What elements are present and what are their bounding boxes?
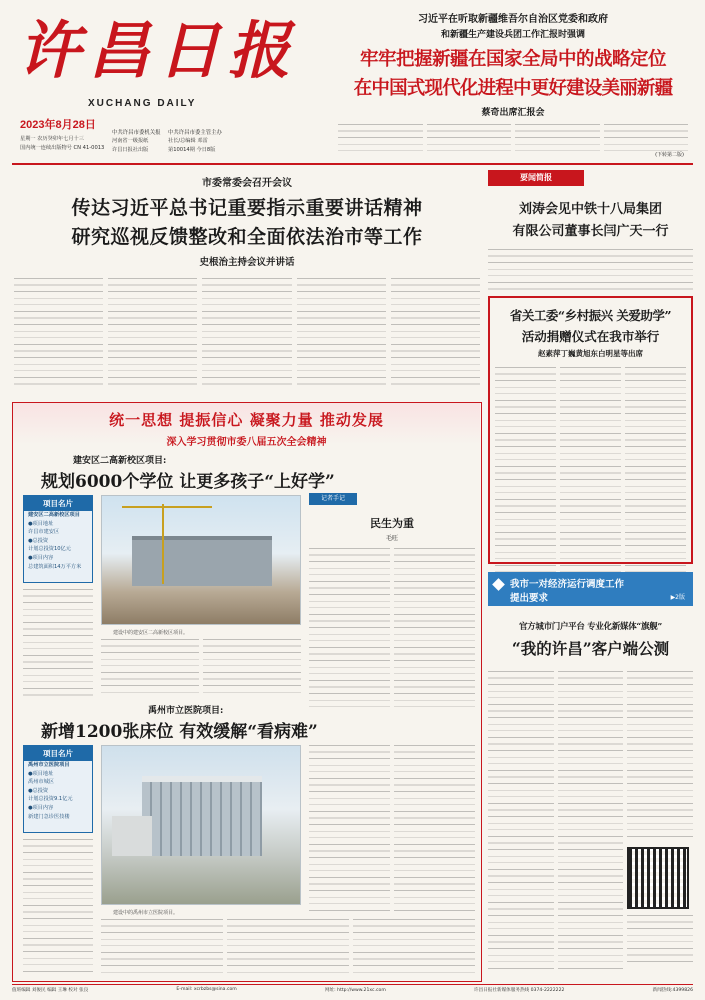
lead-headline-1: 传达习近平总书记重要指示重要讲话精神 — [71, 197, 423, 219]
commentary-author: 毛旺 — [385, 535, 398, 542]
banner — [13, 403, 480, 448]
hospital-column — [309, 745, 390, 913]
notice-icon — [492, 578, 505, 591]
hospital-card-name: 禹州市立医院项目 — [28, 762, 70, 768]
hospital-column — [227, 919, 349, 973]
weekday-line: 星期一 农历癸卯年七月十三 — [20, 136, 84, 142]
feature-section — [12, 402, 482, 982]
banner-headline: 统一思想 提振信心 凝聚力量 推动发展 — [109, 411, 384, 429]
hospital-card-item: 新建门急诊医技楼 — [28, 813, 70, 820]
commentary-title: 民生为重 — [370, 517, 414, 530]
sponsor-d: 许昌日报社出版 — [112, 147, 149, 153]
footer-rule — [12, 984, 693, 985]
issn-line: 国内统一连续出版物号 CN 41-0013 — [20, 145, 105, 151]
hospital-photo — [101, 745, 301, 905]
school-card-item: ●项目内容 — [28, 554, 54, 561]
brief-section — [488, 170, 693, 295]
school-card-item: 许昌市建安区 — [28, 529, 60, 536]
media-column — [627, 915, 693, 963]
hospital-card-item: ●总投资 — [28, 787, 49, 794]
hospital-kicker: 禹州市立医院项目: — [148, 706, 224, 716]
hospital-card-item: ●项目地址 — [28, 770, 54, 777]
hospital-card-item: 计划总投资9.1亿元 — [28, 796, 73, 803]
lead-column — [14, 278, 103, 388]
lead-column — [297, 278, 386, 388]
issue-number: 第10014期 今日8版 — [168, 147, 216, 153]
qr-code[interactable] — [627, 847, 689, 909]
footer-email[interactable]: E-mail: xcrbzbs@sina.com — [176, 987, 237, 992]
framed-story — [488, 296, 693, 564]
masthead-rule — [12, 163, 693, 165]
top-news — [338, 10, 688, 160]
school-card — [23, 495, 93, 583]
top-column — [515, 124, 600, 154]
hospital-body — [23, 839, 93, 973]
top-headline-1: 牢牢把握新疆在国家全局中的战略定位 — [359, 49, 666, 70]
commentary-column — [309, 548, 390, 708]
school-column — [101, 639, 199, 697]
framed-headline-1: 省关工委“乡村振兴 关爱助学” — [509, 308, 672, 323]
media-headline: “我的许昌”客户端公测 — [511, 639, 670, 658]
top-headline-2: 在中国式现代化进程中更好建设美丽新疆 — [353, 78, 673, 99]
crane-shape — [162, 504, 164, 584]
commentary-tag — [309, 493, 357, 505]
lead-story — [12, 170, 482, 396]
hospital-wing — [112, 816, 152, 856]
media-column — [488, 671, 554, 971]
school-card-item: 总建筑面积14万平方米 — [28, 563, 82, 570]
media-kicker: 官方城市门户平台 专业化新媒体“旗舰” — [518, 622, 663, 632]
brief-headline-2: 有限公司董事长闫广天一行 — [512, 224, 669, 239]
top-column — [427, 124, 512, 154]
brief-tag-label: 要闻简报 — [520, 173, 552, 182]
footer-editors: 值班编辑 刘俊民 编辑 王琳 校对 张良 — [12, 988, 89, 993]
footer-website[interactable]: 网址: http://www.21xc.com — [324, 988, 386, 993]
school-body — [23, 589, 93, 697]
lead-kicker: 市委常委会召开会议 — [202, 178, 292, 189]
notice-box[interactable] — [488, 572, 693, 606]
masthead-latin: XUCHANG DAILY — [88, 98, 197, 109]
school-column — [203, 639, 301, 697]
masthead-logo: 许昌日报 — [18, 14, 299, 87]
issue-date: 2023年8月28日 — [20, 119, 96, 131]
sponsor-c: 河南省一级报纸 — [112, 138, 149, 144]
hospital-building — [142, 776, 262, 856]
media-column-right — [627, 671, 693, 971]
building-shape — [132, 536, 272, 586]
school-photo — [101, 495, 301, 625]
footer-hotline: 新闻热线:4399826 — [652, 988, 693, 993]
top-continued: (下转第二版) — [655, 152, 684, 158]
hospital-card — [23, 745, 93, 833]
framed-byline: 赵素萍丁巍黄旭东白明星等出席 — [538, 349, 643, 358]
footer-service: 许昌日报社新媒体服务热线 0374-2222222 — [474, 988, 565, 993]
framed-headline-2: 活动捐赠仪式在我市举行 — [521, 329, 660, 344]
banner-subhead: 深入学习贯彻市委八届五次全会精神 — [166, 437, 327, 448]
hospital-column — [353, 919, 475, 973]
lead-subhead: 史根治主持会议并讲话 — [199, 257, 295, 268]
lead-headline-2: 研究巡视反馈整改和全面依法治市等工作 — [71, 226, 423, 248]
lead-column — [391, 278, 480, 388]
commentary-tag-label: 记者手记 — [320, 495, 345, 502]
school-card-item: ●总投资 — [28, 537, 49, 544]
crane-jib — [122, 506, 212, 508]
brief-body — [488, 249, 693, 291]
framed-column — [495, 367, 556, 572]
notice-headline-2: 提出要求 — [510, 593, 549, 604]
school-card-item: 计划总投资10亿元 — [28, 546, 71, 553]
sponsor-a: 中共许昌市委机关报 — [112, 130, 161, 136]
media-column — [558, 671, 624, 971]
sponsor-b: 中共许昌市委主管主办 — [168, 130, 222, 136]
commentary — [309, 493, 475, 698]
school-card-name: 建安区二高新校区项目 — [28, 512, 80, 518]
brief-headline-1: 刘涛会见中铁十八局集团 — [518, 202, 662, 217]
top-kicker-2: 和新疆生产建设兵团工作汇报时强调 — [440, 30, 585, 40]
hospital-card-title: 项目名片 — [24, 746, 92, 761]
media-story — [488, 620, 693, 980]
hospital-headline: 新增1200张床位 有效缓解“看病难” — [41, 722, 318, 742]
top-kicker-1: 习近平在听取新疆维吾尔自治区党委和政府 — [418, 14, 608, 25]
school-kicker: 建安区二高新校区项目: — [73, 456, 167, 466]
school-photo-caption: 建设中的建安区二高新校区项目。 — [113, 630, 189, 636]
masthead-date-block — [20, 116, 350, 160]
top-column — [604, 124, 689, 154]
commentary-column — [394, 548, 475, 708]
framed-column — [625, 367, 686, 572]
hospital-photo-caption: 建设中的禹州市立医院项目。 — [113, 910, 179, 916]
editor-line: 社长/总编辑 邓雷 — [168, 138, 208, 144]
hospital-card-item: 禹州市城区 — [28, 779, 54, 786]
footer — [12, 987, 693, 998]
framed-column — [560, 367, 621, 572]
hospital-column — [394, 745, 475, 913]
notice-headline-1: 我市一对经济运行调度工作 — [510, 579, 625, 590]
school-card-title: 项目名片 — [24, 496, 92, 511]
school-card-item: ●项目地址 — [28, 520, 54, 527]
brief-tag — [488, 170, 584, 186]
media-column — [627, 671, 693, 841]
top-column — [338, 124, 423, 154]
lead-column — [202, 278, 291, 388]
hospital-card-item: ●项目内容 — [28, 804, 54, 811]
school-headline: 规划6000个学位 让更多孩子“上好学” — [41, 472, 335, 492]
hospital-column — [101, 919, 223, 973]
top-byline: 蔡奇出席汇报会 — [481, 108, 545, 118]
lead-column — [108, 278, 197, 388]
notice-page-ref: ▶2版 — [670, 594, 685, 601]
